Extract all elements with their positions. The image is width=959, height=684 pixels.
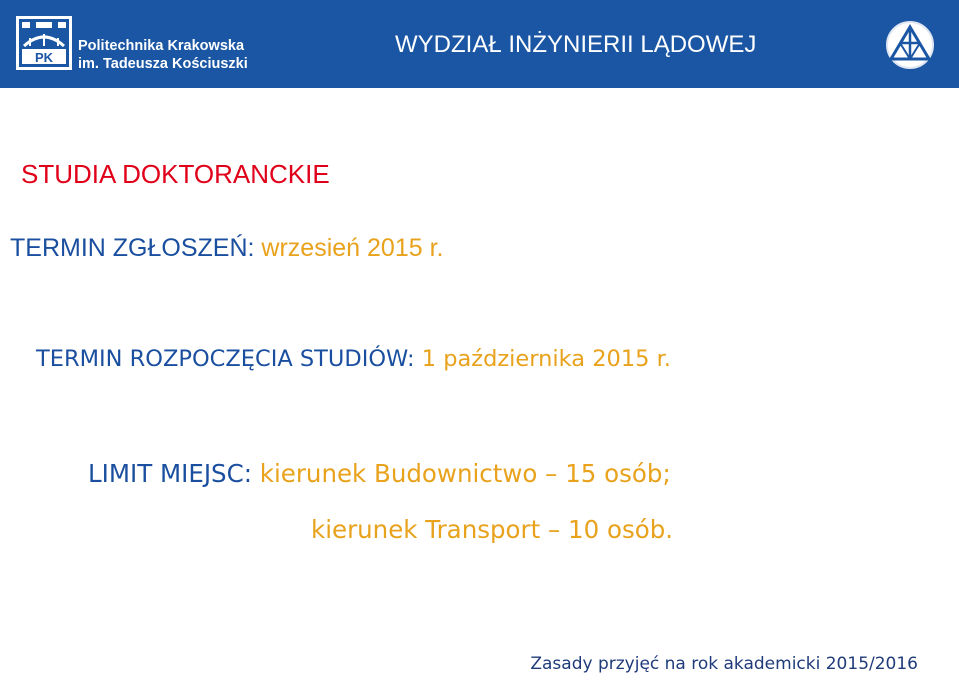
- footer-text: Zasady przyjęć na rok akademicki 2015/2016: [530, 654, 918, 674]
- department-title: WYDZIAŁ INŻYNIERII LĄDOWEJ: [395, 31, 757, 58]
- limit-row: [88, 458, 671, 490]
- header-bar: [0, 0, 959, 88]
- registration-label: TERMIN ZGŁOSZEŃ:: [10, 234, 255, 262]
- limit-label: LIMIT MIEJSC:: [88, 459, 252, 488]
- start-row: [36, 343, 671, 375]
- university-name: [78, 37, 248, 73]
- start-value: 1 października 2015 r.: [421, 346, 671, 372]
- registration-value: wrzesień 2015 r.: [261, 234, 444, 262]
- limit-row-2: [311, 514, 673, 546]
- university-name-line2: im. Tadeusza Kościuszki: [78, 56, 248, 72]
- pk-logo-icon: [16, 16, 72, 70]
- svg-text:PK: PK: [34, 50, 54, 65]
- department-emblem-icon: [884, 19, 936, 71]
- page-title: STUDIA DOKTORANCKIE: [21, 159, 330, 189]
- limit-line2: kierunek Transport – 10 osób.: [311, 515, 674, 544]
- university-name-line1: Politechnika Krakowska: [78, 38, 245, 54]
- start-label: TERMIN ROZPOCZĘCIA STUDIÓW:: [36, 346, 415, 372]
- limit-line1: kierunek Budownictwo – 15 osób;: [259, 459, 671, 488]
- registration-row: [10, 232, 443, 264]
